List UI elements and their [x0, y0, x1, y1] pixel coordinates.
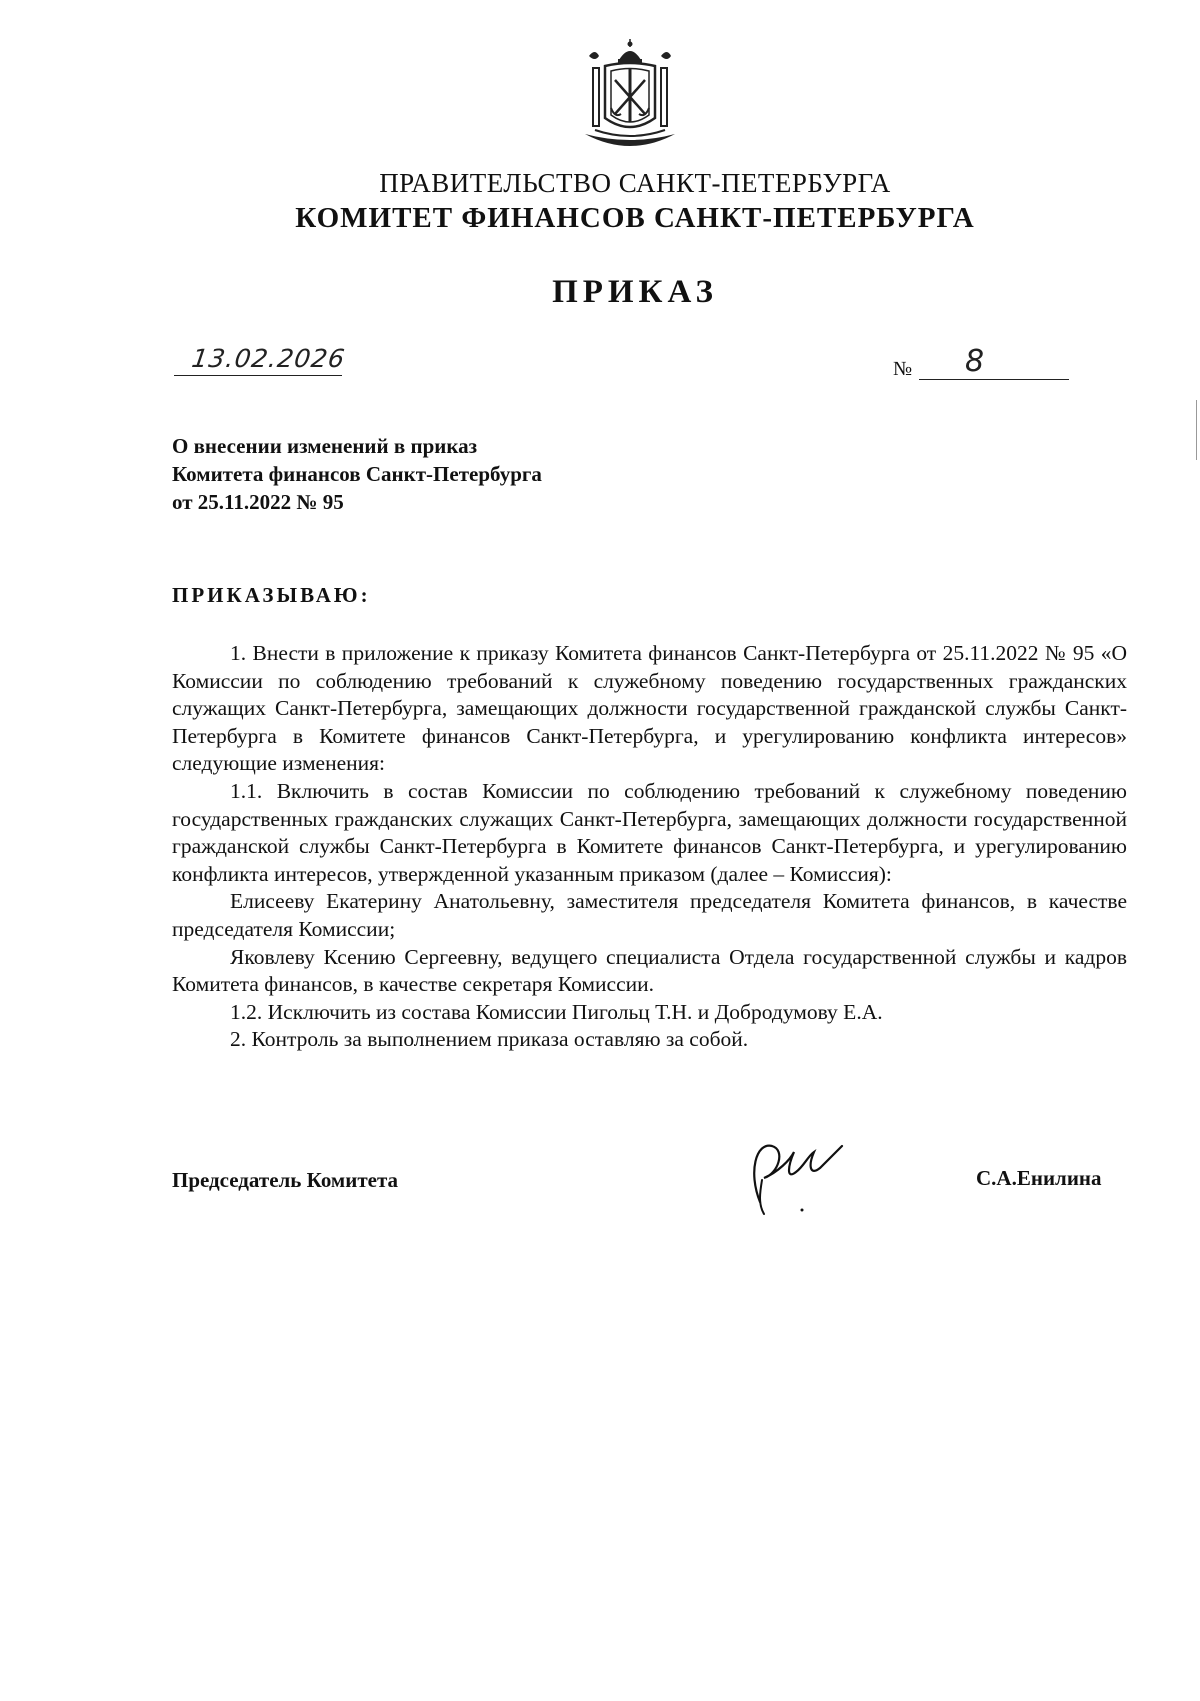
- body-paragraph: Елисееву Екатерину Анатольевну, заместителя председателя Комитета финансов, в качестве председателя Комиссии;: [172, 889, 1127, 941]
- body-paragraph: 1.2. Исключить из состава Комиссии Пигольц Т.Н. и Добродумову Е.А.: [230, 999, 883, 1024]
- body-paragraph: 2. Контроль за выполнением приказа оставляю за собой.: [230, 1027, 749, 1052]
- document-type: ПРИКАЗ: [552, 274, 718, 310]
- document-number: 8: [965, 344, 985, 379]
- subject-line: от 25.11.2022 № 95: [172, 490, 344, 514]
- order-heading: ПРИКАЗЫВАЮ:: [172, 583, 371, 607]
- signatory-title: Председатель Комитета: [172, 1168, 399, 1192]
- document-body: [172, 640, 1127, 1054]
- date-underline: [174, 375, 342, 376]
- body-paragraph: 1.1. Включить в состав Комиссии по соблюдению требований к служебному поведению государственных гражданских служащих Санкт-Петербурга, замещающих должности государственной гражданской службы Санкт-Петербурга в Комитете финансов Санкт-Петербурга, и урегулированию конфликта интересов, утвержденной указанным приказом (далее – Комиссия):: [172, 778, 1127, 886]
- government-name: ПРАВИТЕЛЬСТВО САНКТ-ПЕТЕРБУРГА: [379, 168, 891, 198]
- number-underline: [919, 379, 1069, 380]
- document-date: 13.02.2026: [189, 344, 348, 373]
- committee-name: КОМИТЕТ ФИНАНСОВ САНКТ-ПЕТЕРБУРГА: [295, 202, 975, 234]
- number-sign: №: [893, 358, 913, 380]
- subject-line: О внесении изменений в приказ: [172, 434, 478, 458]
- signatory-name: С.А.Енилина: [976, 1166, 1102, 1190]
- scan-margin-mark: [1196, 400, 1197, 460]
- subject-line: Комитета финансов Санкт-Петербурга: [172, 462, 542, 486]
- document-subject: [172, 432, 542, 516]
- coat-of-arms-icon: [575, 38, 685, 153]
- body-paragraph: 1. Внести в приложение к приказу Комитета финансов Санкт-Петербурга от 25.11.2022 № 95 «О Комиссии по соблюдению требований к служебному поведению государственных гражданских служащих Санкт-Петербурга, замещающих должности государственной гражданской службы Санкт-Петербурга в Комитете финансов Санкт-Петербурга, и урегулированию конфликта интересов» следующие изменения:: [172, 641, 1127, 776]
- body-paragraph: Яковлеву Ксению Сергеевну, ведущего специалиста Отдела государственной службы и кадров Комитета финансов, в качестве секретаря Комиссии.: [172, 944, 1127, 997]
- document-date-field: [174, 344, 348, 376]
- document-number-field: [893, 344, 1073, 384]
- handwritten-signature: [738, 1132, 858, 1217]
